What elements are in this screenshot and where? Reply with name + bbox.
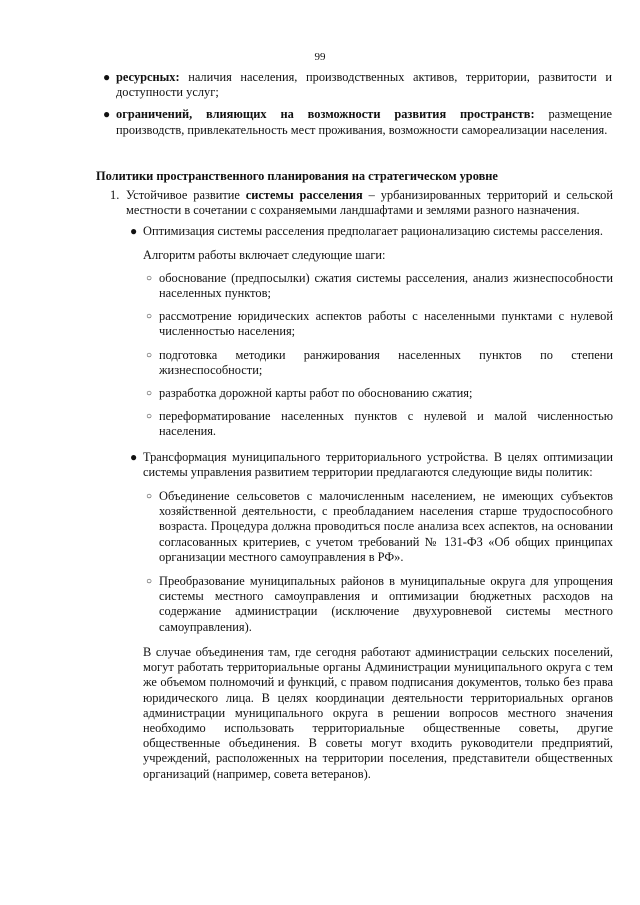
policy-text: Объединение сельсоветов с малочисленным населением, не имеющих субъектов хозяйственной деятельности, с преобладанием населения старше трудоспособного возраста. Процедура должна проводиться после анализа всех аспектов, на основании согласованных критериев, с учетом требований № 131-ФЗ «Об общих принципах организации местного самоуправления в РФ». [159, 489, 613, 564]
circle-bullet-icon: ○ [146, 388, 153, 400]
step-text: переформатирование населенных пунктов с нулевой и малой численностью населения. [159, 409, 613, 439]
bullet-text: Трансформация муниципального территориального устройства. В целях оптимизации системы управления развитием территории предлагаются следующие виды политик: [143, 449, 613, 479]
circle-bullet-icon: ○ [146, 311, 153, 323]
closing-paragraph: В случае объединения там, где сегодня работают администрации сельских поселений, могут работать территориальные органы Администрации муниципального округа с тем же объемом полномочий и функций, с правом подписания документов, только без права юридического лица. В целях координации деятельности территориальных органов администрации муниципального округа в решении вопросов местного значения необходимо использовать территориальные общественные советы, другие общественные объединения. В советы могут входить руководители предприятий, учреждений, расположенных на территории поселения, представители общественных организаций (например, совета ветеранов). [143, 644, 613, 781]
step-text: разработка дорожной карты работ по обоснованию сжатия; [159, 386, 473, 401]
page-number: 99 [314, 51, 326, 63]
circle-bullet-icon: ○ [146, 349, 153, 361]
bullet-lead: ограничений, влияющих на возможности развития пространств: [116, 107, 535, 122]
step-item [146, 409, 613, 439]
bullet-text: Оптимизация системы расселения предполагает рационализацию системы расселения. [143, 224, 603, 239]
bullet-icon: ● [103, 107, 111, 122]
step-text: рассмотрение юридических аспектов работы с населенными пунктами с нулевой численностью населения; [159, 309, 613, 339]
step-item [146, 386, 613, 401]
page-content [96, 70, 616, 782]
circle-bullet-icon: ○ [146, 272, 153, 284]
policy-text: Преобразование муниципальных районов в муниципальные округа для упрощения системы местного самоуправления и оптимизации бюджетных расходов на содержание администрации (исключение двухуровневой системы местного самоуправления). [159, 574, 613, 634]
circle-bullet-icon: ○ [146, 491, 153, 503]
bullet-item-resources [103, 70, 612, 100]
numbered-item-1 [110, 188, 613, 218]
item-text-start: Устойчивое развитие [126, 188, 246, 203]
circle-bullet-icon: ○ [146, 411, 153, 423]
bullet-item-optimization [130, 224, 613, 239]
step-item [146, 347, 613, 378]
policy-item [146, 574, 613, 635]
bullet-item-constraints [103, 107, 613, 137]
circle-bullet-icon: ○ [146, 576, 153, 588]
algorithm-intro: Алгоритм работы включает следующие шаги: [143, 247, 386, 262]
item-number: 1. [110, 188, 120, 203]
policy-item [146, 489, 613, 565]
section-heading: Политики пространственного планирования на стратегическом уровне [96, 168, 498, 183]
step-item [146, 270, 613, 301]
bullet-lead: ресурсных: [116, 70, 180, 84]
bullet-icon: ● [103, 70, 111, 84]
step-text: подготовка методики ранжирования населенных пунктов по степени жизнеспособности; [159, 347, 613, 377]
bullet-text: наличия населения, производственных активов, территории, развитости и доступности услуг; [116, 70, 612, 100]
item-text-end: – урбанизированных территорий и сельской местности в сочетании с сохраняемыми ландшафтами и землями разного назначения. [126, 188, 613, 218]
bullet-item-transformation [130, 449, 613, 480]
bullet-icon: ● [130, 224, 138, 239]
item-text-bold: системы расселения [245, 188, 363, 203]
step-text: обоснование (предпосылки) сжатия системы расселения, анализ жизнеспособности населенных пунктов; [159, 270, 613, 301]
bullet-text: размещение производств, привлекательность мест проживания, возможности самореализации населения. [116, 107, 613, 137]
bullet-icon: ● [130, 449, 138, 464]
step-item [146, 309, 613, 339]
